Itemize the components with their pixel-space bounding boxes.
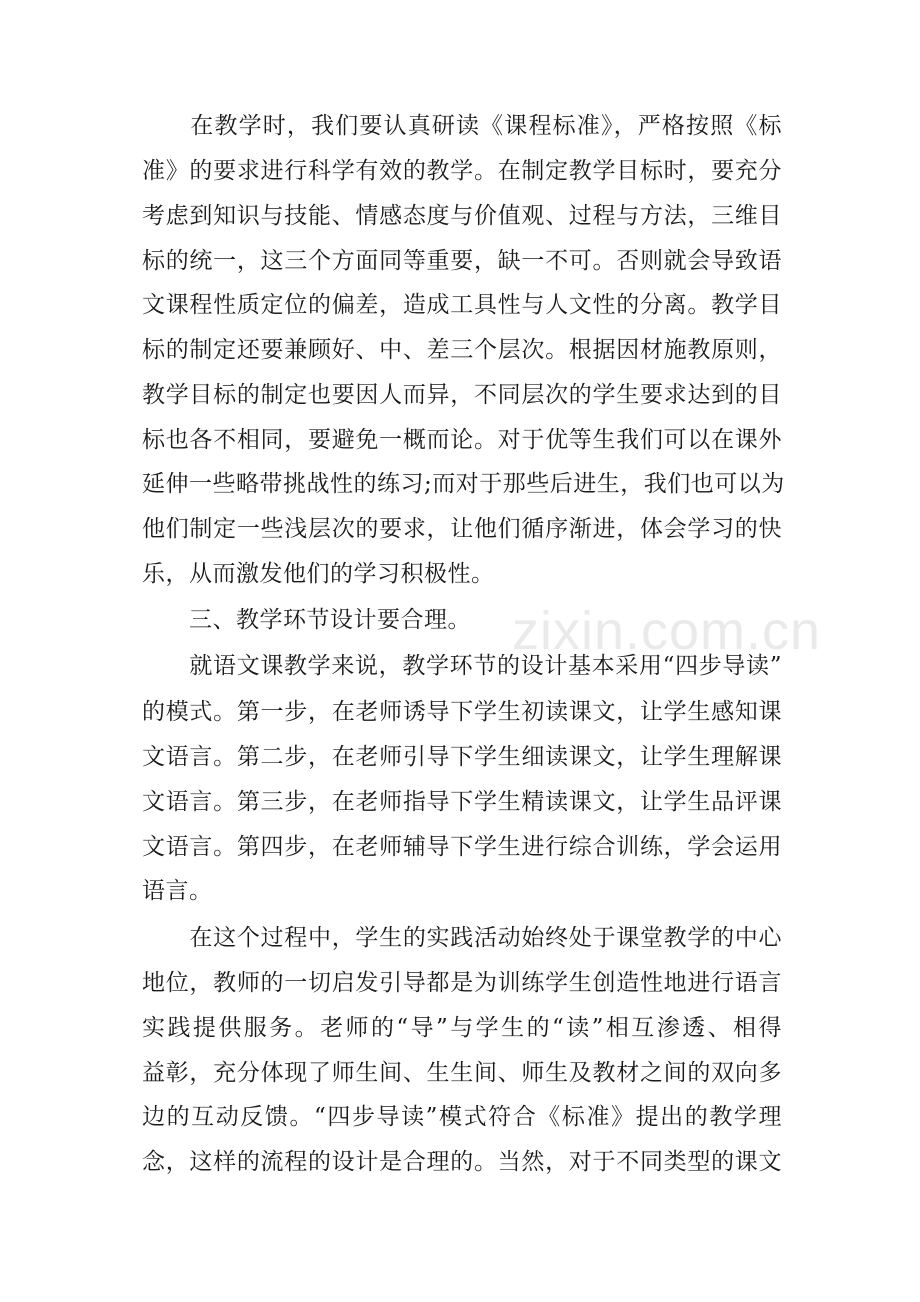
text-line: 在教学时，我们要认真研读《课程标准》，严格按照《标 <box>142 113 782 139</box>
text-line: 语言。 <box>142 878 213 904</box>
text-line: 延伸一些略带挑战性的练习;而对于那些后进生，我们也可以为 <box>142 471 785 497</box>
text-line: 在这个过程中，学生的实践活动始终处于课堂教学的中心 <box>142 925 782 951</box>
text-line: 地位，教师的一切启发引导都是为训练学生创造性地进行语言 <box>142 970 782 996</box>
text-line: 边的互动反馈。“四步导读”模式符合《标准》提出的教学理 <box>142 1104 782 1130</box>
text-line: 标的制定还要兼顾好、中、差三个层次。根据因材施教原则， <box>142 337 782 363</box>
text-line: 标也各不相同，要避免一概而论。对于优等生我们可以在课外 <box>142 427 782 453</box>
text-line: 乐，从而激发他们的学习积极性。 <box>142 561 495 587</box>
text-line: 益彰，充分体现了师生间、生生间、师生及教材之间的双向多 <box>142 1060 782 1086</box>
text-line: 实践提供服务。老师的“导”与学生的“读”相互渗透、相得 <box>142 1015 782 1041</box>
text-line: 标的统一，这三个方面同等重要，缺一不可。否则就会导致语 <box>142 248 782 274</box>
text-line: 念，这样的流程的设计是合理的。当然，对于不同类型的课文 <box>142 1149 782 1175</box>
text-line: 教学目标的制定也要因人而异，不同层次的学生要求达到的目 <box>142 382 782 408</box>
text-line: 的模式。第一步，在老师诱导下学生初读课文，让学生感知课 <box>142 699 782 725</box>
watermark: zixin.com.cn <box>512 601 822 661</box>
text-line: 文课程性质定位的偏差，造成工具性与人文性的分离。教学目 <box>142 292 782 318</box>
text-line: 文语言。第三步，在老师指导下学生精读课文，让学生品评课 <box>142 789 782 815</box>
section-heading: 三、教学环节设计要合理。 <box>142 607 471 633</box>
text-line: 文语言。第二步，在老师引导下学生细读课文，让学生理解课 <box>142 744 782 770</box>
text-line: 就语文课教学来说，教学环节的设计基本采用“四步导读” <box>142 653 782 679</box>
text-line: 考虑到知识与技能、情感态度与价值观、过程与方法，三维目 <box>142 203 782 229</box>
text-line: 准》的要求进行科学有效的教学。在制定教学目标时，要充分 <box>142 158 782 184</box>
text-line: 文语言。第四步，在老师辅导下学生进行综合训练，学会运用 <box>142 834 782 860</box>
text-line: 他们制定一些浅层次的要求，让他们循序渐进，体会学习的快 <box>142 516 782 542</box>
